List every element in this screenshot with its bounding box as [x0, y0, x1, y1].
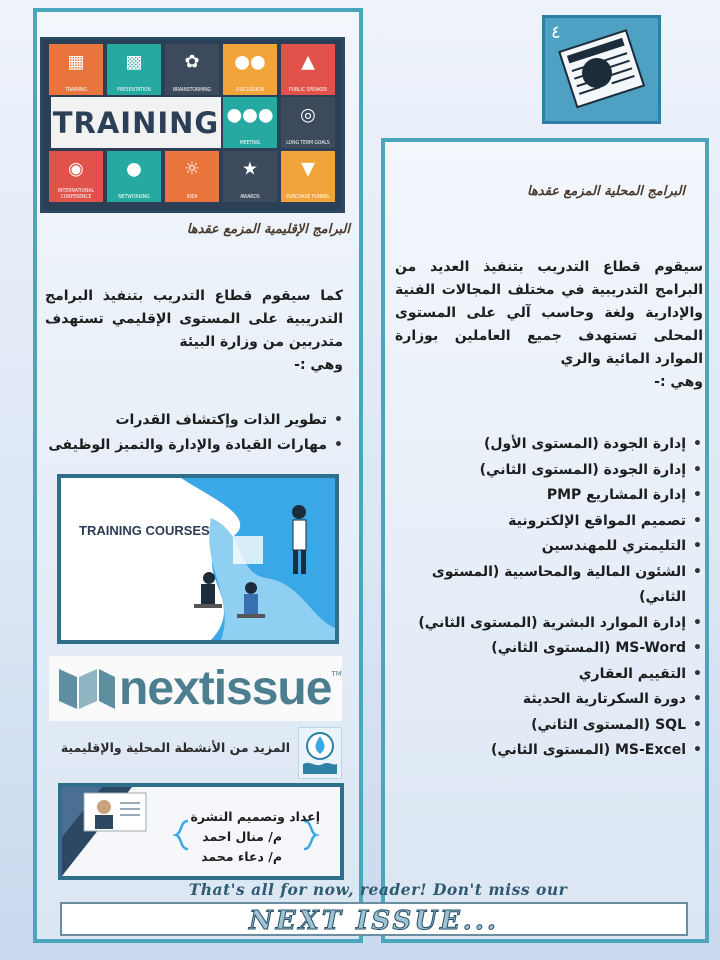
- list-item: • SQL (المستوى الثاني): [400, 713, 702, 739]
- funnel-icon: ▼: [301, 158, 315, 180]
- nextissue-mark-icon: [55, 663, 119, 715]
- tile-long-term-goals: ◎ LONG TERM GOALS: [281, 97, 335, 148]
- left-intro: وهي :-: [294, 357, 343, 373]
- tile-awards: ★ AWARDS: [223, 151, 277, 202]
- tile-training: ▦ TRAINING: [49, 44, 103, 95]
- list-item: • التليمتري للمهندسين: [400, 534, 702, 560]
- globe-icon: ◉: [68, 158, 84, 180]
- next-issue-text: NEXT ISSUE...: [249, 906, 499, 936]
- nextissue-logo: [49, 656, 342, 721]
- left-paragraph: كما سيقوم قطاع التدريب بتنفيذ البرامج التدريبية على المستوى الإقليمي تستهدف متدربين من وزارة البيئة: [45, 288, 343, 350]
- left-section-heading: البرامج الإقليمية المزمع عقدها: [186, 222, 350, 237]
- tile-purchase-funnel: ▼ PURCHASE FUNNEL: [281, 151, 335, 202]
- person-board-icon: ▦: [67, 51, 85, 73]
- list-item: • إدارة الجودة (المستوى الأول): [400, 432, 702, 458]
- training-banner: TRAINING: [51, 97, 221, 148]
- right-section-heading: البرامج المحلية المزمع عقدها: [526, 184, 685, 199]
- credits-name: م/ دعاء محمد: [201, 849, 282, 864]
- list-item: • MS-Excel (المستوى الثاني): [400, 738, 702, 764]
- network-icon: ●: [126, 158, 142, 180]
- page-number: ٤: [551, 22, 561, 43]
- tile-international-conference: ◉ INTERNATIONAL CONFERENCE: [49, 151, 103, 202]
- list-item: • دورة السكرتارية الحديثة: [400, 687, 702, 713]
- trophy-icon: ★: [241, 158, 259, 180]
- right-section-body: [395, 256, 703, 394]
- list-item: • التقييم العقاري: [400, 662, 702, 688]
- list-item: • MS-Word (المستوى الثاني): [400, 636, 702, 662]
- trademark-mark: TM: [331, 670, 342, 678]
- next-issue-banner: [60, 902, 688, 936]
- nextissue-wordmark: nextissue: [119, 662, 332, 715]
- footer-tagline: That's all for now, reader! Don't miss our: [188, 880, 568, 899]
- list-item: • تصميم المواقع الإلكترونية: [400, 509, 702, 535]
- target-icon: ◎: [300, 104, 316, 126]
- tile-brainstorming: ✿ BRAINSTORMING: [165, 44, 219, 95]
- tile-discussion: ●● DISCUSSION: [223, 44, 277, 95]
- list-item: • إدارة الجودة (المستوى الثاني): [400, 458, 702, 484]
- list-item: • تطوير الذات وإكتشاف القدرات: [45, 408, 343, 433]
- training-courses-image: [57, 474, 339, 644]
- training-collage-image: [40, 37, 345, 213]
- water-ministry-logo: [298, 727, 342, 779]
- more-activities-text: المزيد من الأنشطة المحلية والإقليمية: [60, 740, 290, 755]
- left-section-body: [45, 285, 343, 377]
- people-icon: ●●: [234, 51, 266, 73]
- newspaper-icon: [542, 15, 661, 124]
- credits-text: [191, 807, 320, 867]
- meeting-icon: ●●●: [226, 104, 274, 126]
- right-bullet-list: [400, 432, 702, 764]
- list-item: • إدارة الموارد البشرية (المستوى الثاني): [400, 611, 702, 637]
- list-item: • مهارات القيادة والإدارة والتميز الوظيفى: [45, 433, 343, 458]
- tile-presentation: ▩ PRESENTATION: [107, 44, 161, 95]
- right-intro: وهي :-: [654, 374, 703, 390]
- left-bullet-list: [45, 408, 343, 458]
- lightbulb-icon: ☼: [183, 158, 201, 180]
- speaker-icon: ▲: [301, 51, 315, 73]
- tile-idea: ☼ IDEA: [165, 151, 219, 202]
- easel-icon: ▩: [125, 51, 143, 73]
- credits-box: [58, 783, 344, 880]
- tile-meeting: ●●● MEETING: [223, 97, 277, 148]
- training-courses-text: TRAINING COURSES: [79, 523, 210, 538]
- tile-public-speaker: ▲ PUBLIC SPEAKER: [281, 44, 335, 95]
- right-paragraph: سيقوم قطاع التدريب بتنفيذ العديد من البرامج التدريبية في مختلف المجالات الفنية والإدارية ولغة وحاسب آلي على المستوى المحلى تستهدف جميع العاملين بوزارة الموارد المائية والري: [395, 259, 703, 367]
- list-item: • إدارة المشاريع PMP: [400, 483, 702, 509]
- credits-title: إعداد وتصميم النشرة: [190, 809, 320, 824]
- brain-icon: ✿: [184, 51, 200, 73]
- list-item: • الشئون المالية والمحاسبية (المستوى الثاني): [400, 560, 702, 611]
- tile-networking: ● NETWORKING: [107, 151, 161, 202]
- credits-name: م/ منال احمد: [202, 829, 282, 844]
